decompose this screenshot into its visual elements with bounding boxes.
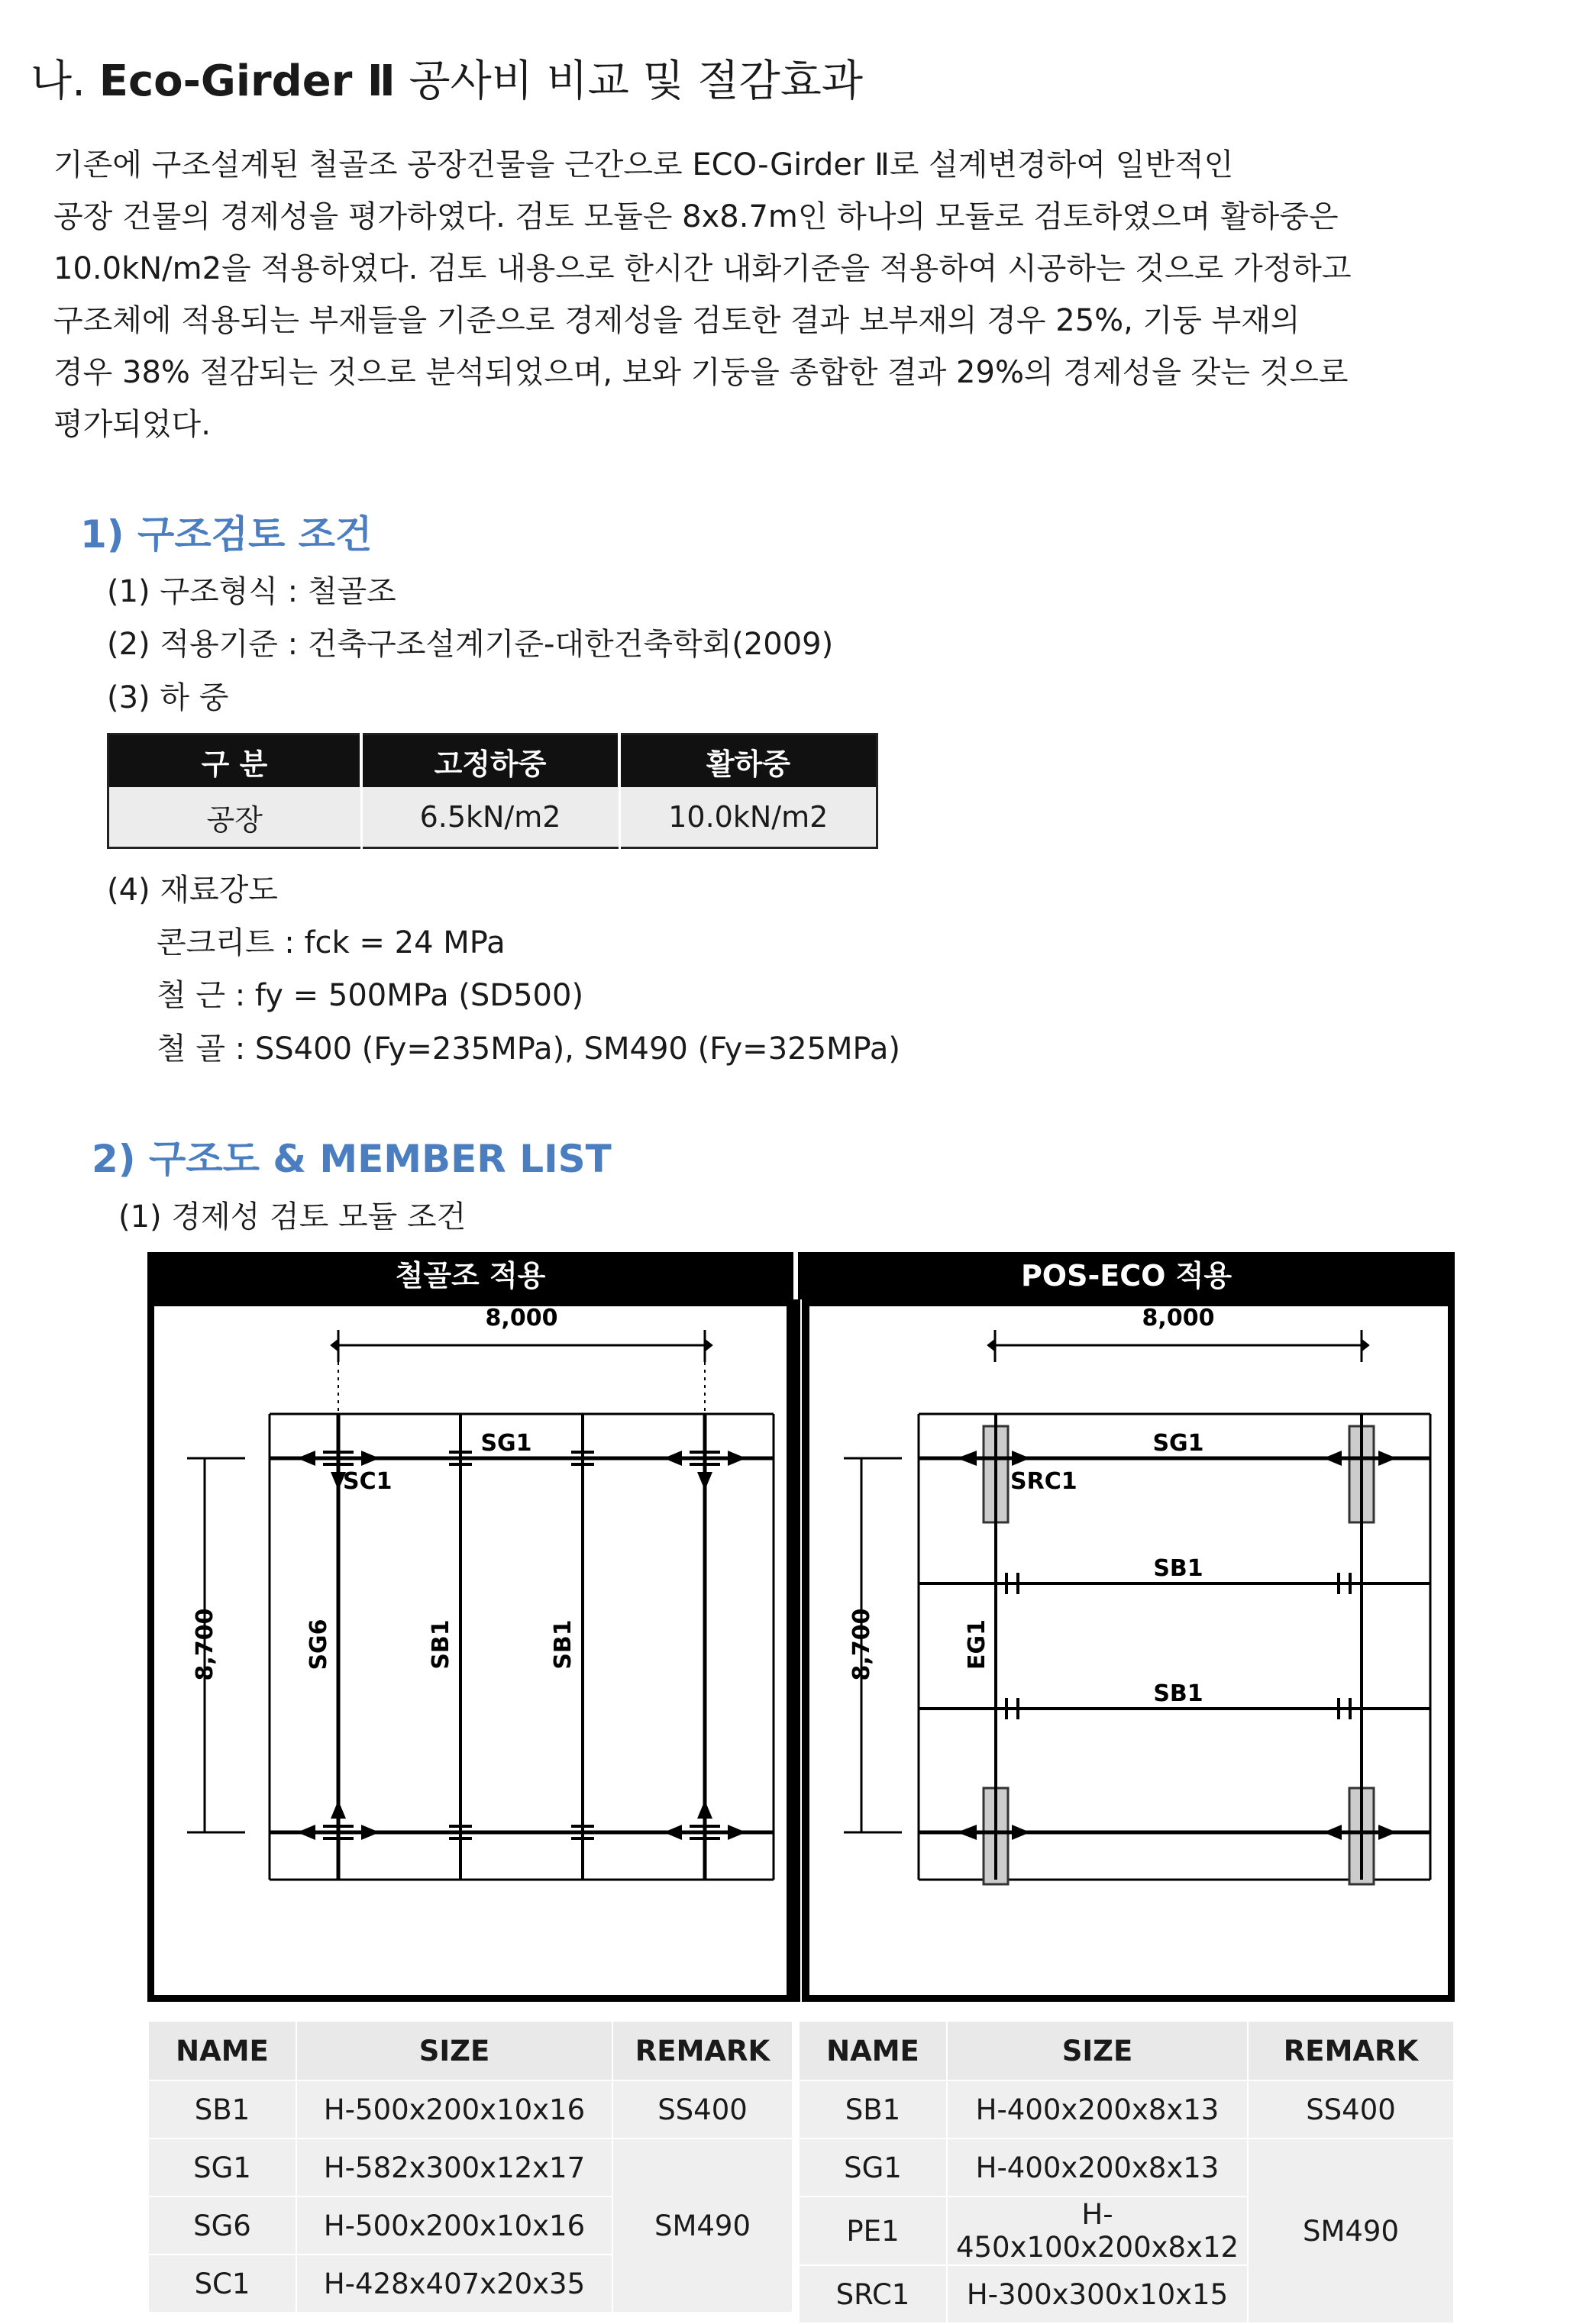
right-member-table <box>798 2020 1455 2324</box>
member-size: H-500x200x10x16 <box>296 2197 612 2255</box>
member-size: H-428x407x20x35 <box>296 2255 612 2313</box>
member-name: SB1 <box>799 2080 947 2138</box>
member-size: H-582x300x12x17 <box>296 2138 612 2197</box>
member-name: SG1 <box>799 2138 947 2197</box>
heading-rest: 공사비 비교 및 절감효과 <box>409 56 863 106</box>
intro-line: 구조체에 적용되는 부재들을 기준으로 경제성을 검토한 결과 보부재의 경우 25%, 기둥 부재의 <box>53 303 1300 338</box>
right-label-sb1: SB1 <box>1153 1555 1203 1582</box>
intro-line: 경우 38% 절감되는 것으로 분석되었으며, 보와 기둥을 종합한 결과 29%의 경제성을 갖는 것으로 <box>53 355 1349 390</box>
member-size: H-400x200x8x13 <box>947 2080 1248 2138</box>
condition-structure: (1) 구조형식 : 철골조 <box>107 574 396 609</box>
intro-line: 기존에 구조설계된 철골조 공장건물을 근간으로 ECO-Girder Ⅱ로 설계변경하여 일반적인 <box>53 147 1234 182</box>
load-cell: 10.0kN/m2 <box>619 787 877 848</box>
left-label-sg6: SG6 <box>305 1619 332 1670</box>
member-size: H-300x300x10x15 <box>947 2265 1248 2323</box>
condition-standard: (2) 적용기준 : 건축구조설계기준-대한건축학회(2009) <box>107 627 834 662</box>
right-panel-title: POS-ECO 적용 <box>798 1252 1455 1299</box>
member-header: NAME <box>148 2021 296 2080</box>
section2-subtitle: (1) 경제성 검토 모듈 조건 <box>118 1199 467 1235</box>
member-size: H-450x100x200x8x12 <box>947 2197 1248 2265</box>
right-label-sg1: SG1 <box>1152 1430 1204 1457</box>
left-label-sb1: SB1 <box>550 1619 577 1670</box>
member-name: SG6 <box>148 2197 296 2255</box>
member-remark: SM490 <box>612 2138 793 2313</box>
member-header: REMARK <box>612 2021 793 2080</box>
load-header: 고정하중 <box>361 734 619 788</box>
member-remark: SM490 <box>1248 2138 1454 2323</box>
left-dim-x: 8,000 <box>485 1305 558 1331</box>
load-header: 활하중 <box>619 734 877 788</box>
condition-load: (3) 하 중 <box>107 680 229 715</box>
member-header: NAME <box>799 2021 947 2080</box>
heading-brand: Eco-Girder Ⅱ <box>99 56 396 106</box>
heading-prefix: 나. <box>31 56 86 106</box>
structural-drawings <box>147 1299 1455 2002</box>
intro-line: 평가되었다. <box>53 407 211 442</box>
right-label-sb1: SB1 <box>1153 1680 1203 1707</box>
page-heading <box>31 47 863 108</box>
left-label-sc1: SC1 <box>343 1468 393 1495</box>
member-name: SG1 <box>148 2138 296 2197</box>
left-label-sb1: SB1 <box>428 1619 454 1670</box>
left-member-table <box>147 2020 793 2313</box>
member-remark: SS400 <box>1248 2080 1454 2138</box>
right-dim-x: 8,000 <box>1142 1305 1215 1331</box>
member-header: SIZE <box>296 2021 612 2080</box>
right-dim-y: 8,700 <box>848 1608 875 1681</box>
load-cell: 6.5kN/m2 <box>361 787 619 848</box>
load-cell: 공장 <box>108 787 362 848</box>
material-rebar: 철 근 : fy = 500MPa (SD500) <box>157 978 584 1013</box>
member-size: H-500x200x10x16 <box>296 2080 612 2138</box>
member-name: SB1 <box>148 2080 296 2138</box>
intro-line: 10.0kN/m2을 적용하였다. 검토 내용으로 한시간 내화기준을 적용하여 시공하는 것으로 가정하고 <box>53 251 1352 286</box>
member-header: REMARK <box>1248 2021 1454 2080</box>
material-steel: 철 골 : SS400 (Fy=235MPa), SM490 (Fy=325MPa) <box>157 1031 900 1067</box>
member-figure <box>147 1252 1455 2311</box>
member-name: PE1 <box>799 2197 947 2265</box>
member-name: SC1 <box>148 2255 296 2313</box>
member-remark: SS400 <box>612 2080 793 2138</box>
left-panel-title: 철골조 적용 <box>147 1252 793 1299</box>
condition-material: (4) 재료강도 <box>107 873 278 908</box>
material-concrete: 콘크리트 : fck = 24 MPa <box>157 925 506 960</box>
right-label-eg1: EG1 <box>964 1619 990 1670</box>
intro-line: 공장 건물의 경제성을 평가하였다. 검토 모듈은 8x8.7m인 하나의 모듈로 검토하였으며 활하중은 <box>53 199 1339 234</box>
right-label-src1: SRC1 <box>1010 1468 1077 1495</box>
intro-paragraph <box>53 139 1550 450</box>
member-size: H-400x200x8x13 <box>947 2138 1248 2197</box>
member-header: SIZE <box>947 2021 1248 2080</box>
member-name: SRC1 <box>799 2265 947 2323</box>
load-table <box>107 733 878 849</box>
section2-title: 2) 구조도 & MEMBER LIST <box>92 1137 612 1181</box>
left-label-sg1: SG1 <box>480 1430 532 1457</box>
left-dim-y: 8,700 <box>192 1608 218 1681</box>
load-header: 구 분 <box>108 734 362 788</box>
section1-title: 1) 구조검토 조건 <box>80 512 373 557</box>
